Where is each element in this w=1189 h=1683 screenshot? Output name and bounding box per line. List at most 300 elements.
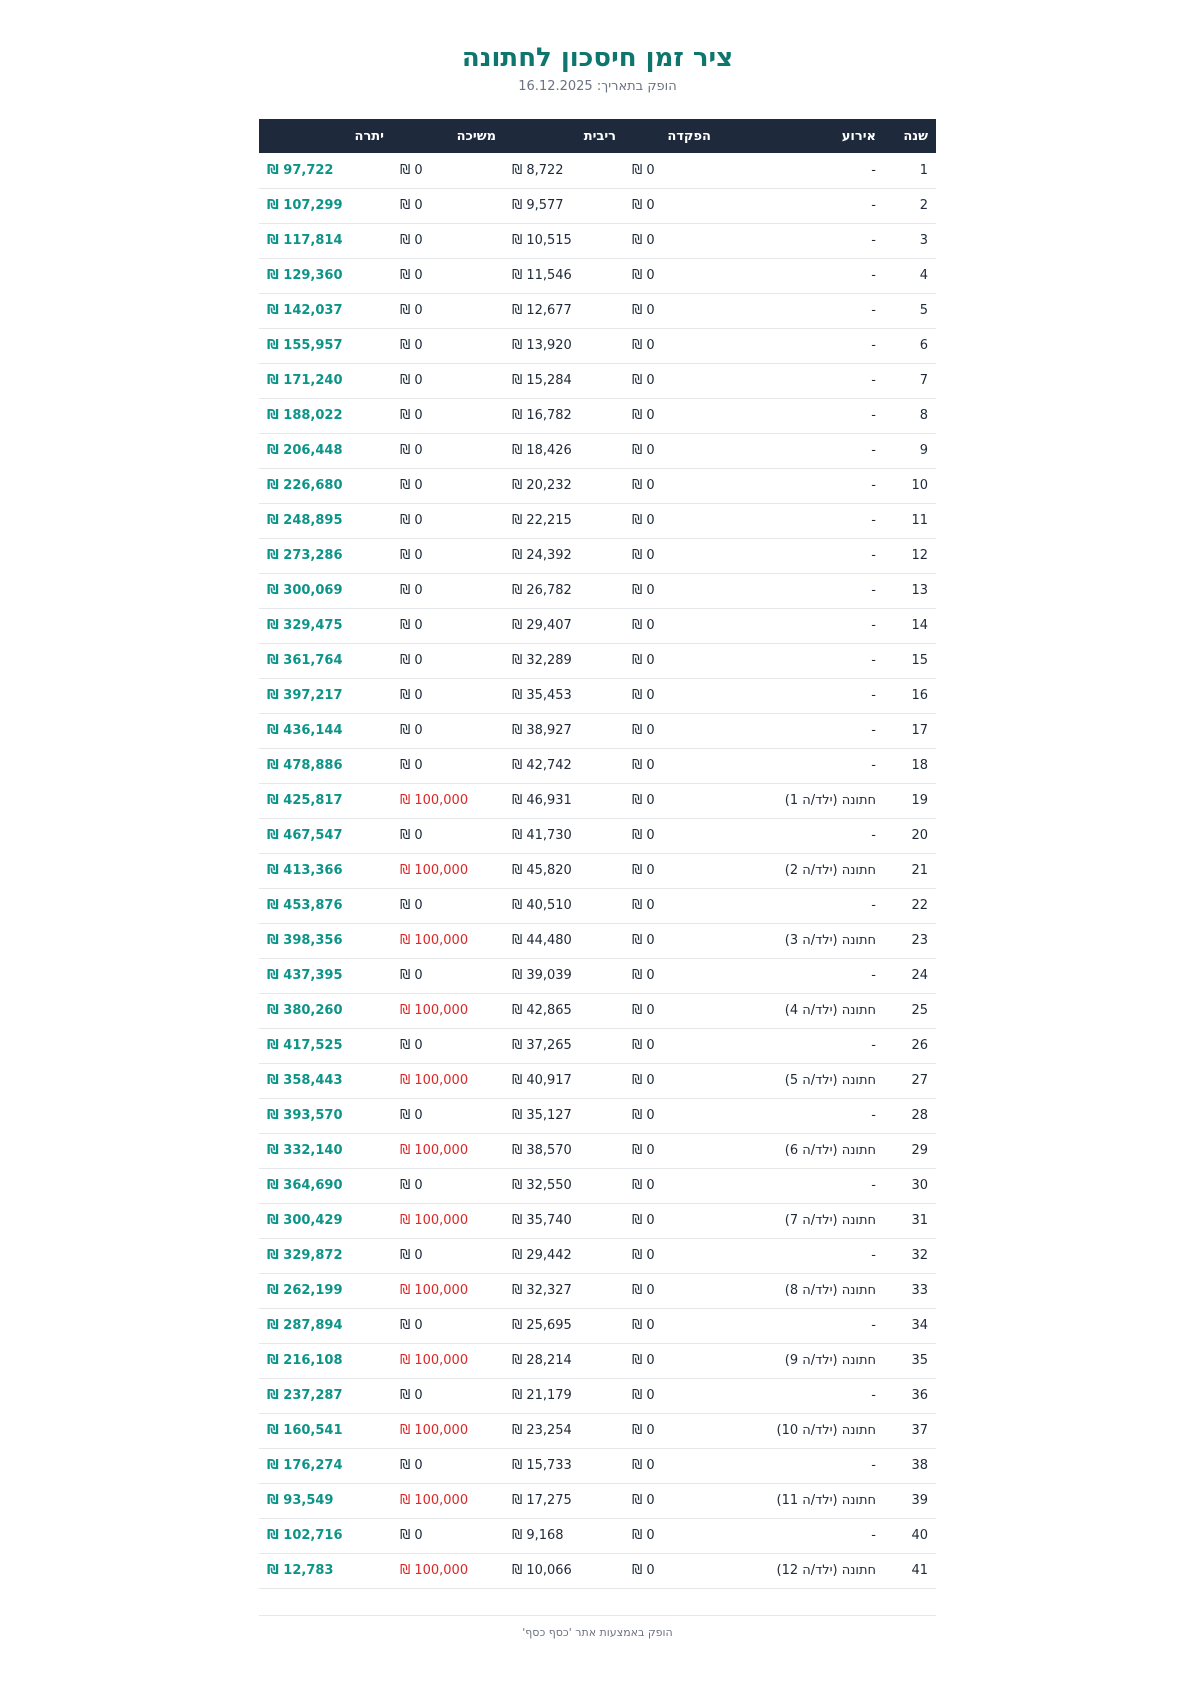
cell-balance: 417,525 ₪ xyxy=(267,1038,343,1053)
cell-balance: 453,876 ₪ xyxy=(267,898,343,913)
cell-balance: 237,287 ₪ xyxy=(267,1388,343,1403)
cell-deposit: 0 ₪ xyxy=(632,1458,655,1473)
cell-year: 35 xyxy=(911,1353,928,1368)
cell-event: - xyxy=(871,1248,876,1263)
cell-withdrawal: 100,000 ₪ xyxy=(400,1073,469,1088)
cell-deposit: 0 ₪ xyxy=(632,1003,655,1018)
cell-interest: 10,066 ₪ xyxy=(512,1563,572,1578)
cell-year: 39 xyxy=(911,1493,928,1508)
cell-year: 28 xyxy=(911,1108,928,1123)
table-row xyxy=(259,1448,936,1483)
cell-deposit: 0 ₪ xyxy=(632,828,655,843)
cell-event: - xyxy=(871,1528,876,1543)
column-header-event: אירוע xyxy=(841,128,876,144)
table-row xyxy=(259,1553,936,1588)
table-row xyxy=(259,363,936,398)
cell-deposit: 0 ₪ xyxy=(632,233,655,248)
cell-deposit: 0 ₪ xyxy=(632,1143,655,1158)
cell-year: 1 xyxy=(919,162,928,178)
cell-withdrawal: 0 ₪ xyxy=(400,1458,423,1473)
cell-year: 4 xyxy=(919,268,928,283)
cell-interest: 28,214 ₪ xyxy=(512,1353,572,1368)
table-row xyxy=(259,923,936,958)
issued-label: הופק בתאריך: xyxy=(596,79,677,94)
cell-balance: 397,217 ₪ xyxy=(267,688,343,703)
table-row xyxy=(259,538,936,573)
cell-interest: 25,695 ₪ xyxy=(512,1318,572,1333)
cell-interest: 46,931 ₪ xyxy=(512,793,572,808)
cell-interest: 11,546 ₪ xyxy=(512,268,572,283)
cell-withdrawal: 0 ₪ xyxy=(400,162,423,178)
cell-balance: 160,541 ₪ xyxy=(267,1423,343,1438)
cell-withdrawal: 0 ₪ xyxy=(400,898,423,913)
cell-interest: 37,265 ₪ xyxy=(512,1038,572,1053)
cell-balance: 97,722 ₪ xyxy=(267,162,334,178)
cell-year: 20 xyxy=(911,828,928,843)
table-row xyxy=(259,888,936,923)
column-header-deposit: הפקדה xyxy=(667,128,711,144)
column-header-balance: יתרה xyxy=(354,128,384,144)
cell-balance: 358,443 ₪ xyxy=(267,1073,343,1088)
cell-event: - xyxy=(871,968,876,983)
cell-withdrawal: 0 ₪ xyxy=(400,408,423,423)
cell-withdrawal: 100,000 ₪ xyxy=(400,1143,469,1158)
cell-event: - xyxy=(871,443,876,458)
cell-event: - xyxy=(871,408,876,423)
cell-balance: 467,547 ₪ xyxy=(267,828,343,843)
cell-interest: 23,254 ₪ xyxy=(512,1423,572,1438)
cell-interest: 24,392 ₪ xyxy=(512,548,572,563)
cell-balance: 93,549 ₪ xyxy=(267,1493,334,1508)
table-row xyxy=(259,153,936,188)
cell-event: - xyxy=(871,758,876,773)
cell-interest: 32,327 ₪ xyxy=(512,1283,572,1298)
cell-event: - xyxy=(871,373,876,388)
table-row xyxy=(259,1098,936,1133)
issued-date-line xyxy=(259,78,936,96)
cell-year: 26 xyxy=(911,1038,928,1053)
cell-interest: 40,510 ₪ xyxy=(512,898,572,913)
table-row xyxy=(259,1413,936,1448)
cell-year: 9 xyxy=(919,443,928,458)
cell-balance: 206,448 ₪ xyxy=(267,443,343,458)
cell-withdrawal: 0 ₪ xyxy=(400,268,423,283)
table-row xyxy=(259,1378,936,1413)
cell-deposit: 0 ₪ xyxy=(632,1038,655,1053)
table-row xyxy=(259,398,936,433)
cell-year: 41 xyxy=(911,1563,928,1578)
cell-deposit: 0 ₪ xyxy=(632,1178,655,1193)
table-row xyxy=(259,1203,936,1238)
table-row xyxy=(259,1518,936,1553)
footer-divider xyxy=(259,1615,936,1616)
cell-year: 15 xyxy=(911,653,928,668)
cell-event: - xyxy=(871,303,876,318)
cell-interest: 9,577 ₪ xyxy=(512,198,564,213)
cell-withdrawal: 0 ₪ xyxy=(400,618,423,633)
cell-deposit: 0 ₪ xyxy=(632,688,655,703)
cell-year: 29 xyxy=(911,1143,928,1158)
cell-withdrawal: 100,000 ₪ xyxy=(400,793,469,808)
cell-interest: 38,570 ₪ xyxy=(512,1143,572,1158)
cell-year: 40 xyxy=(911,1528,928,1543)
cell-withdrawal: 0 ₪ xyxy=(400,513,423,528)
cell-balance: 329,475 ₪ xyxy=(267,618,343,633)
cell-deposit: 0 ₪ xyxy=(632,303,655,318)
cell-balance: 437,395 ₪ xyxy=(267,968,343,983)
table-row xyxy=(259,1483,936,1518)
table-row xyxy=(259,993,936,1028)
table-row xyxy=(259,1028,936,1063)
column-header-interest: ריבית xyxy=(583,128,616,144)
table-row xyxy=(259,1273,936,1308)
cell-interest: 18,426 ₪ xyxy=(512,443,572,458)
cell-balance: 364,690 ₪ xyxy=(267,1178,343,1193)
table-row xyxy=(259,573,936,608)
cell-balance: 262,199 ₪ xyxy=(267,1283,343,1298)
cell-withdrawal: 100,000 ₪ xyxy=(400,1423,469,1438)
cell-year: 34 xyxy=(911,1318,928,1333)
cell-interest: 8,722 ₪ xyxy=(512,162,564,178)
cell-deposit: 0 ₪ xyxy=(632,268,655,283)
cell-balance: 171,240 ₪ xyxy=(267,373,343,388)
cell-withdrawal: 100,000 ₪ xyxy=(400,1003,469,1018)
cell-interest: 17,275 ₪ xyxy=(512,1493,572,1508)
cell-balance: 287,894 ₪ xyxy=(267,1318,343,1333)
cell-year: 14 xyxy=(911,618,928,633)
cell-event: - xyxy=(871,1388,876,1403)
cell-deposit: 0 ₪ xyxy=(632,1073,655,1088)
cell-deposit: 0 ₪ xyxy=(632,408,655,423)
table-row xyxy=(259,258,936,293)
cell-event: - xyxy=(871,268,876,283)
cell-interest: 40,917 ₪ xyxy=(512,1073,572,1088)
cell-year: 27 xyxy=(911,1073,928,1088)
cell-balance: 425,817 ₪ xyxy=(267,793,343,808)
cell-balance: 107,299 ₪ xyxy=(267,198,343,213)
cell-deposit: 0 ₪ xyxy=(632,1563,655,1578)
cell-event: - xyxy=(871,1178,876,1193)
cell-withdrawal: 100,000 ₪ xyxy=(400,863,469,878)
cell-event: חתונה (ילד/ה 2) xyxy=(784,863,876,878)
cell-balance: 117,814 ₪ xyxy=(267,233,343,248)
cell-interest: 22,215 ₪ xyxy=(512,513,572,528)
page-title: ציר זמן חיסכון לחתונה xyxy=(461,43,734,73)
cell-withdrawal: 100,000 ₪ xyxy=(400,1563,469,1578)
table-row xyxy=(259,818,936,853)
cell-interest: 45,820 ₪ xyxy=(512,863,572,878)
cell-deposit: 0 ₪ xyxy=(632,338,655,353)
cell-year: 21 xyxy=(911,863,928,878)
cell-interest: 41,730 ₪ xyxy=(512,828,572,843)
cell-year: 32 xyxy=(911,1248,928,1263)
cell-event: חתונה (ילד/ה 7) xyxy=(784,1213,876,1228)
table-row xyxy=(259,433,936,468)
cell-interest: 42,865 ₪ xyxy=(512,1003,572,1018)
cell-year: 37 xyxy=(911,1423,928,1438)
cell-deposit: 0 ₪ xyxy=(632,1318,655,1333)
cell-year: 2 xyxy=(919,198,928,213)
cell-withdrawal: 100,000 ₪ xyxy=(400,1283,469,1298)
cell-event: - xyxy=(871,478,876,493)
issued-date: 16.12.2025 xyxy=(518,79,593,94)
table-row xyxy=(259,1168,936,1203)
cell-withdrawal: 100,000 ₪ xyxy=(400,1353,469,1368)
cell-balance: 300,069 ₪ xyxy=(267,583,343,598)
cell-interest: 38,927 ₪ xyxy=(512,723,572,738)
cell-interest: 44,480 ₪ xyxy=(512,933,572,948)
cell-deposit: 0 ₪ xyxy=(632,1528,655,1543)
cell-event: - xyxy=(871,548,876,563)
cell-withdrawal: 0 ₪ xyxy=(400,443,423,458)
cell-balance: 12,783 ₪ xyxy=(267,1563,334,1578)
cell-interest: 13,920 ₪ xyxy=(512,338,572,353)
cell-withdrawal: 0 ₪ xyxy=(400,583,423,598)
cell-event: - xyxy=(871,1318,876,1333)
cell-event: - xyxy=(871,1108,876,1123)
cell-deposit: 0 ₪ xyxy=(632,933,655,948)
cell-event: חתונה (ילד/ה 12) xyxy=(776,1563,876,1578)
cell-deposit: 0 ₪ xyxy=(632,373,655,388)
cell-year: 31 xyxy=(911,1213,928,1228)
cell-deposit: 0 ₪ xyxy=(632,1353,655,1368)
cell-event: - xyxy=(871,828,876,843)
table-row xyxy=(259,958,936,993)
cell-deposit: 0 ₪ xyxy=(632,1213,655,1228)
cell-year: 23 xyxy=(911,933,928,948)
cell-year: 24 xyxy=(911,968,928,983)
cell-event: - xyxy=(871,583,876,598)
cell-withdrawal: 0 ₪ xyxy=(400,758,423,773)
cell-event: חתונה (ילד/ה 9) xyxy=(784,1353,876,1368)
cell-year: 7 xyxy=(919,373,928,388)
cell-event: חתונה (ילד/ה 6) xyxy=(784,1143,876,1158)
cell-event: - xyxy=(871,688,876,703)
cell-interest: 10,515 ₪ xyxy=(512,233,572,248)
cell-balance: 329,872 ₪ xyxy=(267,1248,343,1263)
cell-balance: 436,144 ₪ xyxy=(267,723,343,738)
cell-event: - xyxy=(871,653,876,668)
cell-event: חתונה (ילד/ה 10) xyxy=(776,1423,876,1438)
cell-year: 38 xyxy=(911,1458,928,1473)
cell-interest: 39,039 ₪ xyxy=(512,968,572,983)
cell-balance: 332,140 ₪ xyxy=(267,1143,343,1158)
cell-withdrawal: 100,000 ₪ xyxy=(400,933,469,948)
cell-event: חתונה (ילד/ה 11) xyxy=(776,1493,876,1508)
cell-interest: 20,232 ₪ xyxy=(512,478,572,493)
table-row xyxy=(259,1133,936,1168)
cell-withdrawal: 0 ₪ xyxy=(400,233,423,248)
cell-balance: 413,366 ₪ xyxy=(267,863,343,878)
cell-event: חתונה (ילד/ה 3) xyxy=(784,933,876,948)
cell-event: - xyxy=(871,723,876,738)
cell-interest: 35,127 ₪ xyxy=(512,1108,572,1123)
cell-year: 16 xyxy=(911,688,928,703)
cell-deposit: 0 ₪ xyxy=(632,548,655,563)
cell-withdrawal: 0 ₪ xyxy=(400,1528,423,1543)
cell-interest: 32,550 ₪ xyxy=(512,1178,572,1193)
cell-deposit: 0 ₪ xyxy=(632,968,655,983)
savings-timeline-table xyxy=(259,119,936,1589)
cell-year: 17 xyxy=(911,723,928,738)
table-row xyxy=(259,678,936,713)
cell-withdrawal: 0 ₪ xyxy=(400,968,423,983)
cell-deposit: 0 ₪ xyxy=(632,1423,655,1438)
cell-year: 22 xyxy=(911,898,928,913)
cell-balance: 176,274 ₪ xyxy=(267,1458,343,1473)
cell-balance: 380,260 ₪ xyxy=(267,1003,343,1018)
table-row xyxy=(259,748,936,783)
cell-balance: 273,286 ₪ xyxy=(267,548,343,563)
cell-deposit: 0 ₪ xyxy=(632,1283,655,1298)
cell-event: - xyxy=(871,898,876,913)
footer-text: הופק באמצעות אתר 'כסף כסף' xyxy=(522,1626,673,1639)
cell-year: 3 xyxy=(919,233,928,248)
cell-interest: 26,782 ₪ xyxy=(512,583,572,598)
table-row xyxy=(259,608,936,643)
cell-deposit: 0 ₪ xyxy=(632,478,655,493)
cell-withdrawal: 0 ₪ xyxy=(400,1108,423,1123)
cell-balance: 155,957 ₪ xyxy=(267,338,343,353)
cell-event: - xyxy=(871,162,876,178)
cell-withdrawal: 100,000 ₪ xyxy=(400,1213,469,1228)
cell-year: 36 xyxy=(911,1388,928,1403)
cell-withdrawal: 0 ₪ xyxy=(400,548,423,563)
cell-balance: 393,570 ₪ xyxy=(267,1108,343,1123)
cell-deposit: 0 ₪ xyxy=(632,583,655,598)
cell-withdrawal: 0 ₪ xyxy=(400,478,423,493)
cell-interest: 16,782 ₪ xyxy=(512,408,572,423)
cell-event: - xyxy=(871,233,876,248)
cell-deposit: 0 ₪ xyxy=(632,898,655,913)
cell-year: 10 xyxy=(911,478,928,493)
cell-interest: 15,733 ₪ xyxy=(512,1458,572,1473)
cell-year: 25 xyxy=(911,1003,928,1018)
cell-event: - xyxy=(871,618,876,633)
cell-balance: 188,022 ₪ xyxy=(267,408,343,423)
table-row xyxy=(259,328,936,363)
cell-interest: 12,677 ₪ xyxy=(512,303,572,318)
cell-withdrawal: 0 ₪ xyxy=(400,198,423,213)
table-row xyxy=(259,783,936,818)
cell-event: - xyxy=(871,338,876,353)
table-body xyxy=(259,153,936,1588)
table-row xyxy=(259,643,936,678)
cell-deposit: 0 ₪ xyxy=(632,1248,655,1263)
cell-withdrawal: 0 ₪ xyxy=(400,688,423,703)
cell-balance: 129,360 ₪ xyxy=(267,268,343,283)
cell-year: 6 xyxy=(919,338,928,353)
cell-withdrawal: 0 ₪ xyxy=(400,828,423,843)
cell-balance: 361,764 ₪ xyxy=(267,653,343,668)
cell-withdrawal: 0 ₪ xyxy=(400,338,423,353)
cell-year: 12 xyxy=(911,548,928,563)
cell-interest: 35,453 ₪ xyxy=(512,688,572,703)
cell-deposit: 0 ₪ xyxy=(632,443,655,458)
cell-balance: 398,356 ₪ xyxy=(267,933,343,948)
table-row xyxy=(259,468,936,503)
cell-withdrawal: 0 ₪ xyxy=(400,373,423,388)
cell-balance: 102,716 ₪ xyxy=(267,1528,343,1543)
cell-deposit: 0 ₪ xyxy=(632,1108,655,1123)
cell-deposit: 0 ₪ xyxy=(632,863,655,878)
cell-withdrawal: 0 ₪ xyxy=(400,723,423,738)
table-row xyxy=(259,853,936,888)
cell-withdrawal: 0 ₪ xyxy=(400,1388,423,1403)
table-row xyxy=(259,1238,936,1273)
table-row xyxy=(259,713,936,748)
cell-event: חתונה (ילד/ה 8) xyxy=(784,1283,876,1298)
cell-interest: 15,284 ₪ xyxy=(512,373,572,388)
cell-deposit: 0 ₪ xyxy=(632,723,655,738)
cell-deposit: 0 ₪ xyxy=(632,618,655,633)
table-row xyxy=(259,188,936,223)
cell-interest: 29,407 ₪ xyxy=(512,618,572,633)
cell-deposit: 0 ₪ xyxy=(632,758,655,773)
cell-withdrawal: 0 ₪ xyxy=(400,303,423,318)
cell-balance: 216,108 ₪ xyxy=(267,1353,343,1368)
cell-event: - xyxy=(871,198,876,213)
cell-withdrawal: 100,000 ₪ xyxy=(400,1493,469,1508)
cell-withdrawal: 0 ₪ xyxy=(400,1038,423,1053)
table-row xyxy=(259,1063,936,1098)
cell-withdrawal: 0 ₪ xyxy=(400,1318,423,1333)
cell-year: 19 xyxy=(911,793,928,808)
column-header-withdrawal: משיכה xyxy=(456,128,496,144)
cell-year: 11 xyxy=(911,513,928,528)
cell-deposit: 0 ₪ xyxy=(632,1493,655,1508)
cell-interest: 21,179 ₪ xyxy=(512,1388,572,1403)
cell-interest: 35,740 ₪ xyxy=(512,1213,572,1228)
cell-interest: 42,742 ₪ xyxy=(512,758,572,773)
cell-deposit: 0 ₪ xyxy=(632,198,655,213)
cell-withdrawal: 0 ₪ xyxy=(400,1178,423,1193)
cell-balance: 300,429 ₪ xyxy=(267,1213,343,1228)
cell-year: 33 xyxy=(911,1283,928,1298)
cell-event: - xyxy=(871,1458,876,1473)
table-row xyxy=(259,503,936,538)
cell-deposit: 0 ₪ xyxy=(632,1388,655,1403)
table-header xyxy=(259,119,936,153)
cell-year: 18 xyxy=(911,758,928,773)
cell-event: חתונה (ילד/ה 1) xyxy=(784,793,876,808)
cell-withdrawal: 0 ₪ xyxy=(400,1248,423,1263)
table-row xyxy=(259,1343,936,1378)
cell-year: 5 xyxy=(919,303,928,318)
cell-year: 30 xyxy=(911,1178,928,1193)
cell-deposit: 0 ₪ xyxy=(632,513,655,528)
cell-deposit: 0 ₪ xyxy=(632,653,655,668)
cell-year: 8 xyxy=(919,408,928,423)
cell-event: חתונה (ילד/ה 4) xyxy=(784,1003,876,1018)
cell-interest: 9,168 ₪ xyxy=(512,1528,564,1543)
cell-year: 13 xyxy=(911,583,928,598)
cell-event: - xyxy=(871,1038,876,1053)
cell-balance: 248,895 ₪ xyxy=(267,513,343,528)
table-row xyxy=(259,223,936,258)
cell-balance: 226,680 ₪ xyxy=(267,478,343,493)
column-header-year: שנה xyxy=(903,128,928,144)
cell-interest: 29,442 ₪ xyxy=(512,1248,572,1263)
cell-interest: 32,289 ₪ xyxy=(512,653,572,668)
table-row xyxy=(259,1308,936,1343)
cell-deposit: 0 ₪ xyxy=(632,162,655,178)
table-header-row xyxy=(259,119,936,153)
document xyxy=(259,0,936,1589)
cell-withdrawal: 0 ₪ xyxy=(400,653,423,668)
cell-balance: 142,037 ₪ xyxy=(267,303,343,318)
cell-balance: 478,886 ₪ xyxy=(267,758,343,773)
